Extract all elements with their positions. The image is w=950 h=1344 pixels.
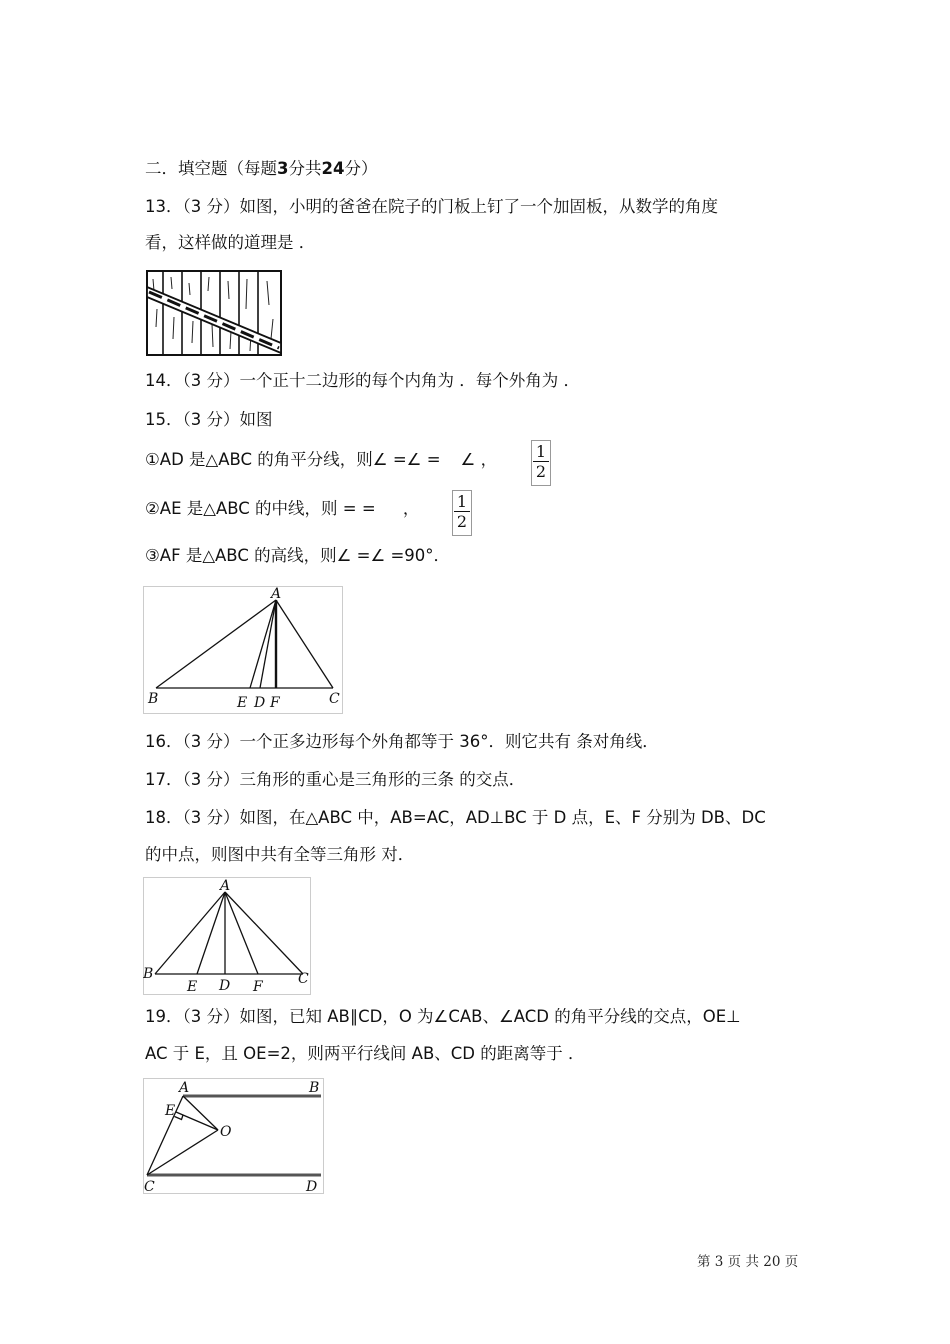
q15-head: 15．（3 分）如图 (145, 410, 273, 429)
fig15-label-b: B (148, 691, 159, 707)
section-heading: 二．填空题（每题3分共24分） (145, 159, 378, 178)
fig18-label-f: F (253, 979, 263, 995)
q15-item2-b: ， (397, 499, 420, 518)
q15-item2 (145, 498, 419, 520)
q15-item2-a: ②AE 是△ABC 的中线，则 = = (145, 499, 376, 518)
triangle-figure-15 (143, 586, 343, 714)
fig15-label-f: F (270, 695, 280, 711)
q16-line: 16．（3 分）一个正多边形每个外角都等于 36°．则它共有 条对角线． (145, 732, 659, 751)
fig15-label-a: A (271, 586, 282, 602)
q15-item1-b: ∠ ， (460, 450, 498, 469)
q18-line2: 的中点，则图中共有全等三角形 对． (145, 845, 415, 864)
fig18-label-c: C (298, 971, 309, 987)
fig15-label-d: D (254, 695, 266, 711)
fig18-label-d: D (219, 978, 231, 994)
q13-line2: 看，这样做的道理是 ． (145, 233, 316, 252)
triangle-figure-15-svg (143, 586, 343, 714)
q19-line1: 19．（3 分）如图，已知 AB∥CD，O 为∠CAB、∠ACD 的角平分线的交点，OE⊥ (145, 1007, 741, 1026)
q15-item3: ③AF 是△ABC 的高线，则∠ =∠ =90°． (145, 546, 451, 565)
door-figure-svg (143, 269, 284, 359)
fig19-label-c: C (144, 1179, 155, 1194)
q14-line: 14．（3 分）一个正十二边形的每个内角为 ．每个外角为 ． (145, 371, 580, 390)
q15-item2-fraction: $\frac{1}{2}$ (454, 492, 470, 531)
fig19-label-b: B (309, 1080, 320, 1096)
fig19-label-a: A (179, 1080, 190, 1096)
page-footer: 第 3 页 共 20 页 (697, 1254, 799, 1270)
door-figure (143, 269, 284, 359)
fig19-label-o: O (220, 1124, 232, 1140)
q17-line: 17．（3 分）三角形的重心是三角形的三条 的交点． (145, 770, 526, 789)
triangle-figure-18-svg (143, 877, 311, 995)
fig18-label-e: E (187, 979, 198, 995)
fig18-label-a: A (220, 878, 231, 894)
q13-line1: 13．（3 分）如图，小明的爸爸在院子的门板上钉了一个加固板，从数学的角度 (145, 197, 718, 216)
q19-line2: AC 于 E，且 OE=2，则两平行线间 AB、CD 的距离等于 ． (145, 1044, 585, 1063)
parallel-lines-figure-19-svg (143, 1078, 324, 1194)
q15-item1-fraction: $\frac{1}{2}$ (533, 442, 549, 481)
fig19-label-d: D (306, 1179, 318, 1194)
q18-line1: 18．（3 分）如图，在△ABC 中，AB=AC，AD⊥BC 于 D 点，E、F 分别为 DB、DC (145, 808, 766, 827)
fig15-label-c: C (329, 691, 340, 707)
q15-item1-a: ①AD 是△ABC 的角平分线，则∠ =∠ = (145, 450, 441, 469)
triangle-figure-18 (143, 877, 311, 995)
q15-item1 (145, 449, 497, 471)
fig19-label-e: E (165, 1103, 176, 1119)
fig18-label-b: B (143, 966, 154, 982)
fig15-label-e: E (237, 695, 248, 711)
parallel-lines-figure-19 (143, 1078, 324, 1194)
